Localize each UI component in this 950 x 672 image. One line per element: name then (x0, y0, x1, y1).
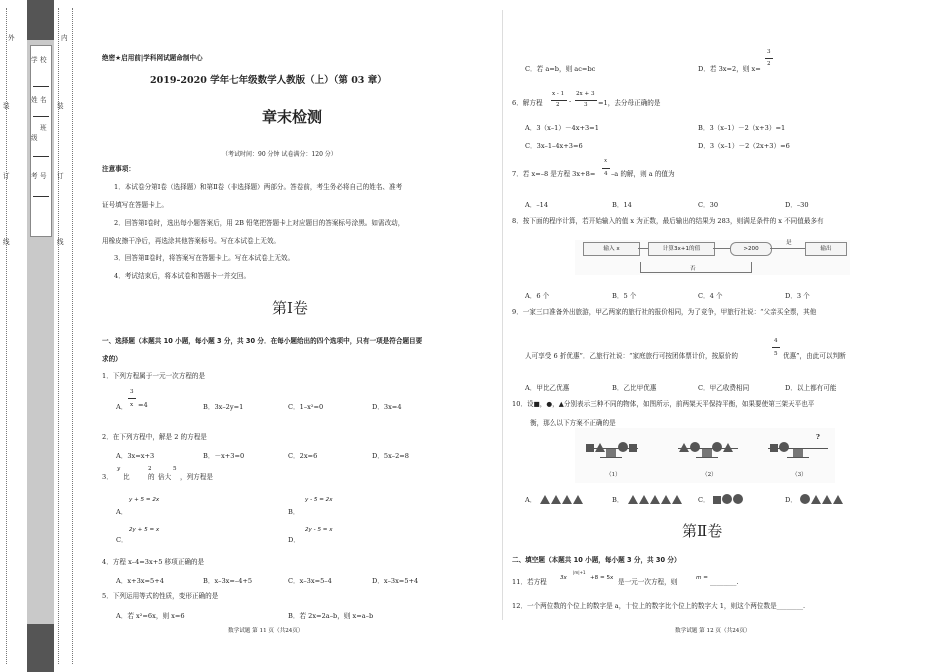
field-id-label-1: 考 (31, 172, 38, 180)
flow-calc: 计算3x+1的值 (648, 242, 715, 256)
circle-shape (690, 442, 700, 452)
stem-var-y: y (117, 466, 121, 472)
student-info-box (30, 45, 52, 237)
balance-base (600, 457, 622, 458)
circle-shape (618, 442, 628, 452)
section2-heading: 二、填空题（本题共 10 小题，每小题 3 分，共 30 分） (512, 556, 681, 564)
field-class-label-2: 级 (31, 134, 38, 142)
option-b: B．14 (612, 201, 632, 209)
outer-mark-xian: 线 (3, 238, 10, 246)
question-stem: 8．按下面的程序计算，若开始输入的值 x 为正数，最后输出的结果为 283，则满足条件的 x 不同值最多有 (512, 217, 824, 225)
balance-3-question: ? (816, 433, 820, 441)
option-b: B．若 2x=2a–b，则 x=a–b (288, 612, 374, 620)
option-a-shapes (540, 489, 584, 508)
page-footer: 数学试题 第 11 页（共24页） (228, 628, 304, 634)
balance-1-right (618, 437, 638, 456)
fraction-bar (772, 347, 780, 348)
fraction-bar (575, 100, 597, 101)
question-stem-3: 优惠”，由此可以判断 (783, 352, 846, 360)
option-d: D．x–3x=5+4 (372, 577, 419, 585)
fraction-denominator: 5 (774, 351, 778, 357)
question-stem-2: 人可享受 6 折优惠”．乙旅行社说：“家庭旅行可按团体票计价，按原价的 (525, 352, 738, 360)
option-d: D．若 3x=2，则 x= (698, 65, 761, 73)
triangle-shape (822, 495, 832, 504)
balance-stand (702, 449, 712, 457)
balance-2-left (679, 437, 701, 456)
expr-m: m = (696, 575, 708, 581)
triangle-shape (540, 495, 550, 504)
notice-item: 4．考试结束后，将本试卷和答题卡一并交回。 (114, 272, 251, 280)
fraction-numerator: 3 (130, 389, 134, 395)
flow-arrow (713, 248, 730, 249)
option-c: C． (116, 536, 128, 544)
question-stem-a: 6．解方程 (512, 99, 543, 107)
option-a: A．3x=x+3 (116, 452, 155, 460)
question-stem: 4．方程 x–4=3x+5 移项正确的是 (102, 558, 205, 566)
notice-heading: 注意事项： (102, 165, 135, 173)
option-d: D．3 个 (785, 292, 810, 300)
notice-item: 用橡皮擦干净后，再选涂其他答案标号。写在本试卷上无效。 (102, 237, 281, 245)
option-b-expr: y - 5 = 2x (305, 497, 333, 503)
question-stem-b: 是一元一次方程，则 (618, 578, 678, 586)
fraction-bar (765, 58, 773, 59)
fraction-1-denominator: 2 (556, 102, 560, 108)
expr-exponent: |m|+1 (573, 570, 586, 575)
balance-stand (793, 449, 803, 457)
triangle-shape (562, 495, 572, 504)
minus-sign: - (569, 97, 572, 105)
flow-yes-label: 是 (786, 240, 792, 246)
stem-num-2: 2 (148, 466, 152, 472)
circle-shape (722, 494, 732, 504)
option-d: D． (785, 496, 797, 504)
fraction-numerator: 4 (774, 338, 778, 344)
option-d: D．3（x–1）－2（2x+3）=6 (698, 142, 790, 150)
triangle-shape (811, 495, 821, 504)
option-c: C． (698, 496, 710, 504)
binding-bar-bottom (27, 624, 54, 672)
question-stem-b: 比 (123, 473, 130, 481)
expr-rest: +8 = 5x (590, 575, 614, 581)
fraction-2-numerator: 2x + 3 (576, 91, 595, 97)
triangle-shape (833, 495, 843, 504)
option-b: B．3x–2y=1 (203, 403, 244, 411)
option-b: B．乙比甲优惠 (612, 384, 657, 392)
fraction-denominator: 4 (604, 171, 608, 177)
question-stem-a: 11．若方程 (512, 578, 547, 586)
option-b: B．－x+3=0 (203, 452, 245, 460)
question-stem-e: ，列方程是 (180, 473, 213, 481)
outer-mark-zhuang: 装 (3, 102, 10, 110)
balance-1-label: （1） (606, 472, 621, 478)
fraction-2-denominator: 3 (584, 102, 588, 108)
triangle-shape (672, 495, 682, 504)
part2-title: 第Ⅱ卷 (682, 522, 723, 540)
inner-mark-zhuang: 装 (57, 102, 64, 110)
triangle-shape (573, 495, 583, 504)
expr-base: 3x (560, 575, 567, 581)
question-stem: 1．下列方程属于一元一次方程的是 (102, 372, 206, 380)
question-stem-c: 的 (148, 473, 155, 481)
notice-item: 1．本试卷分第Ⅰ卷（选择题）和第Ⅱ卷（非选择题）两部分。答卷前，考生务必将自己的姓名、准考 (114, 183, 403, 191)
notice-item: 3．回答第Ⅱ卷时，将答案写在答题卡上。写在本试卷上无效。 (114, 254, 295, 262)
fraction-bar (602, 168, 610, 169)
option-a: A． (116, 508, 128, 516)
inner-dotted-line-2 (72, 8, 74, 664)
option-b: B．3（x–1）－2（x+3）=1 (698, 124, 786, 132)
flow-arrow (638, 248, 648, 249)
outer-label: 外 (8, 34, 15, 42)
binding-bar-top (27, 0, 54, 40)
option-d: D． (288, 536, 300, 544)
balance-2-label: （2） (702, 472, 717, 478)
balance-3-label: （3） (792, 472, 807, 478)
inner-mark-xian: 线 (57, 238, 64, 246)
field-school-label-2: 校 (40, 56, 47, 64)
fraction-denominator: 2 (767, 61, 771, 67)
flow-output: 输出 (805, 242, 847, 256)
stem-num-5: 5 (173, 466, 177, 472)
question-stem-1: 10．设■，●，▲分别表示三种不同的物体，如图所示，前两架天平保持平衡，如果要使第三架天平也平 (512, 400, 815, 408)
option-d-shapes (800, 489, 844, 508)
question-12: 12．一个两位数的个位上的数字是 a，十位上的数字比个位上的数字大 1，则这个两位数是________. (512, 602, 806, 610)
option-c: C．甲乙收费相同 (698, 384, 750, 392)
option-c: C．x–3x=5–4 (288, 577, 332, 585)
notice-item: 证号填写在答题卡上。 (102, 201, 168, 209)
option-a-tail: =4 (138, 401, 148, 409)
circle-shape (733, 494, 743, 504)
flow-no-label: 否 (690, 266, 696, 272)
question-stem-b: =1，去分母正确的是 (598, 99, 661, 107)
balance-1-left (586, 437, 606, 456)
question-stem-a: 7．若 x=–8 是方程 3x+8= (512, 170, 596, 178)
field-school-label-1: 学 (31, 56, 38, 64)
option-c-shapes (713, 489, 744, 508)
inner-mark-ding: 订 (57, 172, 64, 180)
fraction-denominator: x (130, 402, 134, 408)
option-b: B． (612, 496, 624, 504)
flow-condition: >200 (730, 242, 772, 256)
field-name-label-2: 名 (40, 96, 47, 104)
question-stem-d: 倍大 (158, 473, 172, 481)
circle-shape (712, 442, 722, 452)
triangle-shape (650, 495, 660, 504)
balance-base (787, 457, 809, 458)
option-c-expr: 2y + 5 = x (129, 527, 160, 533)
option-c: C．4 个 (698, 292, 723, 300)
part1-title: 第Ⅰ卷 (272, 299, 308, 317)
option-c: C．若 a=b，则 ac=bc (525, 65, 596, 73)
option-d: D．3x=4 (372, 403, 402, 411)
option-a: A．x+3x=5+4 (116, 577, 164, 585)
triangle-shape (628, 495, 638, 504)
circle-shape (779, 442, 789, 452)
option-c: C．3x–1–4x+3=6 (525, 142, 583, 150)
balance-stand (606, 449, 616, 457)
triangle-shape (551, 495, 561, 504)
option-b: B．5 个 (612, 292, 637, 300)
field-name-label-1: 姓 (31, 96, 38, 104)
fraction-bar (551, 100, 567, 101)
info-rule (33, 86, 49, 87)
option-a: A．–14 (525, 201, 549, 209)
section1-heading: 一、选择题（本题共 10 小题，每小题 3 分，共 30 分．在每小题给出的四个选项中，只有一项是符合题目要 (102, 337, 423, 345)
question-stem-1: 9．一家三口准备外出旅游，甲乙两家的旅行社的报价相同，为了竞争，甲旅行社说：“父亲买全票，其他 (512, 308, 817, 316)
option-a: A．3（x–1）－4x+3=1 (525, 124, 599, 132)
option-d: D．5x–2=8 (372, 452, 410, 460)
balance-3-left (770, 437, 790, 456)
flow-arrow (770, 248, 805, 249)
option-a: A． (525, 496, 537, 504)
page-footer: 数学试题 第 12 页（共24页） (675, 628, 751, 634)
secret-label: 绝密★启用前|学科网试题命制中心 (102, 54, 203, 62)
exam-info: （考试时间：90 分钟 试卷满分：120 分） (222, 151, 337, 158)
option-c: C．30 (698, 201, 719, 209)
option-d: D．–30 (785, 201, 809, 209)
balance-2-right (712, 437, 734, 456)
column-divider (502, 10, 503, 620)
option-c: C．1–x²=0 (288, 403, 324, 411)
paper-subtitle: 章末检测 (262, 108, 323, 126)
option-b: B． (288, 508, 300, 516)
question-stem: 2．在下列方程中，解是 2 的方程是 (102, 433, 207, 441)
section1-heading-2: 求的） (102, 355, 122, 363)
triangle-shape (639, 495, 649, 504)
question-stem-a: 3． (102, 473, 113, 481)
question-stem-b: –a 的解，则 a 的值为 (611, 170, 675, 178)
option-b: B．x–3x=–4+5 (203, 577, 253, 585)
answer-blank[interactable]: ________. (710, 578, 739, 586)
question-stem-2: 衡，那么以下方案不正确的是 (530, 419, 616, 427)
circle-shape (800, 494, 810, 504)
flow-input: 输入 x (583, 242, 640, 256)
option-a: A．甲比乙优惠 (525, 384, 570, 392)
field-id-label-2: 号 (40, 172, 47, 180)
balance-base (696, 457, 718, 458)
field-class-label-1: 班 (40, 124, 47, 132)
fraction-bar (128, 398, 136, 399)
fraction-1-numerator: x - 1 (552, 91, 565, 97)
inner-label: 内 (61, 34, 68, 42)
option-a: A．若 x²=6x，则 x=6 (116, 612, 185, 620)
notice-item: 2．回答第Ⅰ卷时，选出每小题答案后，用 2B 铅笔把答题卡上对应题目的答案标号涂黑。如需改动， (114, 219, 405, 227)
paper-title: 2019-2020 学年七年级数学人教版（上）（第 03 章） (150, 75, 387, 86)
option-d-expr: 2y - 5 = x (305, 527, 333, 533)
info-rule (33, 196, 49, 197)
option-d: D．以上都有可能 (785, 384, 837, 392)
option-a: A． (116, 403, 128, 411)
info-rule (33, 156, 49, 157)
outer-mark-ding: 订 (3, 172, 10, 180)
option-c: C．2x=6 (288, 452, 318, 460)
flow-loop (640, 262, 752, 273)
fraction-numerator: x (604, 158, 608, 164)
info-rule (33, 116, 49, 117)
option-a-expr: y + 5 = 2x (129, 497, 160, 503)
square-shape (713, 496, 721, 504)
option-a: A．6 个 (525, 292, 550, 300)
triangle-shape (661, 495, 671, 504)
fraction-numerator: 3 (767, 49, 771, 55)
question-stem: 5．下列运用等式的性质，变形正确的是 (102, 592, 219, 600)
option-b-shapes (628, 489, 683, 508)
